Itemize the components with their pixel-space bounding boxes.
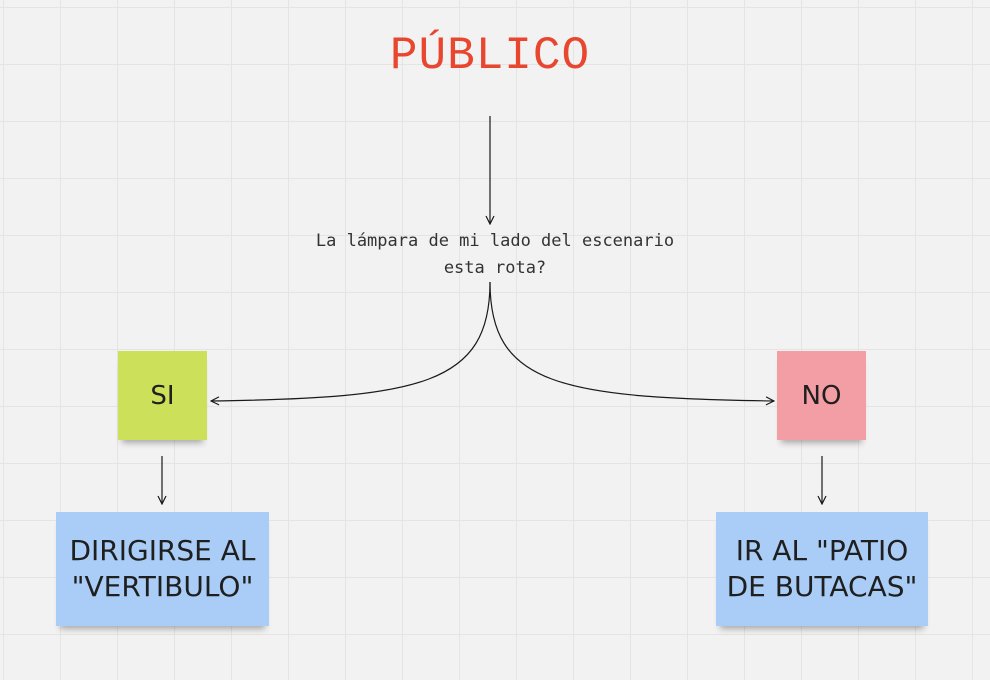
sticky-note-go-to-vestibule-label: DIRIGIRSE AL "VERTIBULO" [69,534,256,603]
question-to-si-arrow [211,282,490,401]
sticky-note-go-to-stalls[interactable] [716,512,928,626]
sticky-note-no[interactable] [777,351,866,440]
sticky-note-go-to-stalls-label: IR AL "PATIO DE BUTACAS" [726,534,918,603]
question-text: La lámpara de mi lado del escenario esta rota? [315,231,675,278]
sticky-note-si-label: SI [150,380,175,411]
sticky-note-si[interactable] [118,351,207,440]
question-to-no-arrow [490,282,774,401]
sticky-note-go-to-vestibule[interactable] [56,512,269,626]
sticky-note-no-label: NO [801,380,842,411]
diagram-title: PÚBLICO [389,30,591,82]
